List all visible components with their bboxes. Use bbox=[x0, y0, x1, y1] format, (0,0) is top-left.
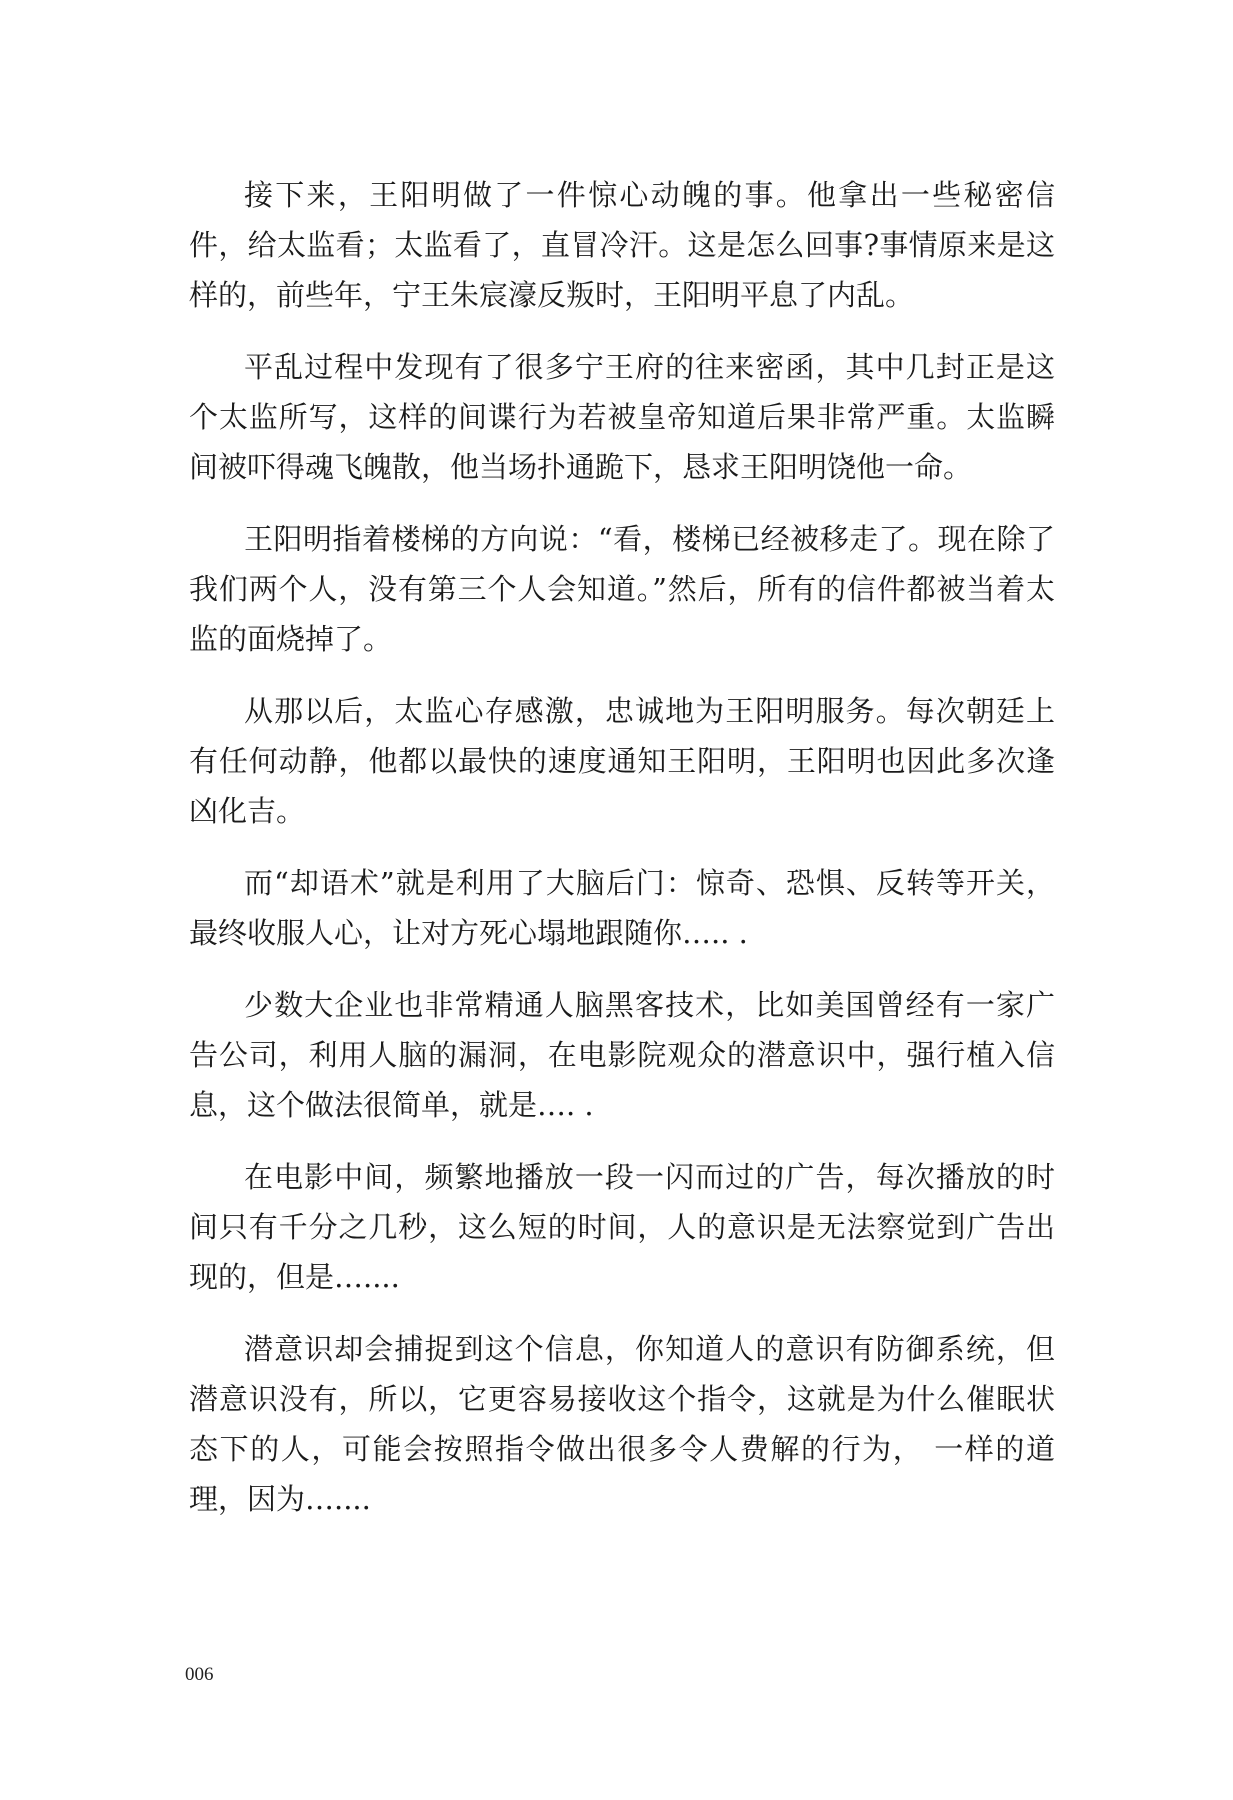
page-number: 006 bbox=[185, 1664, 214, 1685]
paragraph-5: 而“却语术”就是利用了大脑后门：惊奇、恐惧、反转等开关，最终收服人心，让对方死心塌地跟随你….. . bbox=[189, 866, 1055, 950]
paragraph-2: 平乱过程中发现有了很多宁王府的往来密函，其中几封正是这个太监所写，这样的间谍行为若被皇帝知道后果非常严重。太监瞬间被吓得魂飞魄散，他当场扑通跪下，恳求王阳明饶他一命。 bbox=[189, 350, 1055, 484]
paragraph-6: 少数大企业也非常精通人脑黑客技术，比如美国曾经有一家广告公司，利用人脑的漏洞，在电影院观众的潜意识中，强行植入信息，这个做法很简单，就是…. . bbox=[189, 988, 1055, 1122]
paragraph-1: 接下来，王阳明做了一件惊心动魄的事。他拿出一些秘密信件，给太监看；太监看了，直冒冷汗。这是怎么回事?事情原来是这样的，前些年，宁王朱宸濠反叛时，王阳明平息了内乱。 bbox=[189, 178, 1055, 312]
body-text bbox=[189, 170, 1055, 1546]
paragraph-4: 从那以后，太监心存感激，忠诚地为王阳明服务。每次朝廷上有任何动静，他都以最快的速度通知王阳明，王阳明也因此多次逢凶化吉。 bbox=[189, 694, 1055, 828]
paragraph-7: 在电影中间，频繁地播放一段一闪而过的广告，每次播放的时间只有千分之几秒，这么短的时间，人的意识是无法察觉到广告出现的，但是….... bbox=[189, 1160, 1055, 1294]
paragraph-8: 潜意识却会捕捉到这个信息，你知道人的意识有防御系统，但潜意识没有，所以，它更容易接收这个指令，这就是为什么催眠状态下的人，可能会按照指令做出很多令人费解的行为， 一样的道理，因为….... bbox=[189, 1332, 1055, 1516]
paragraph-3: 王阳明指着楼梯的方向说：“看，楼梯已经被移走了。现在除了我们两个人，没有第三个人会知道。”然后，所有的信件都被当着太监的面烧掉了。 bbox=[189, 522, 1055, 656]
